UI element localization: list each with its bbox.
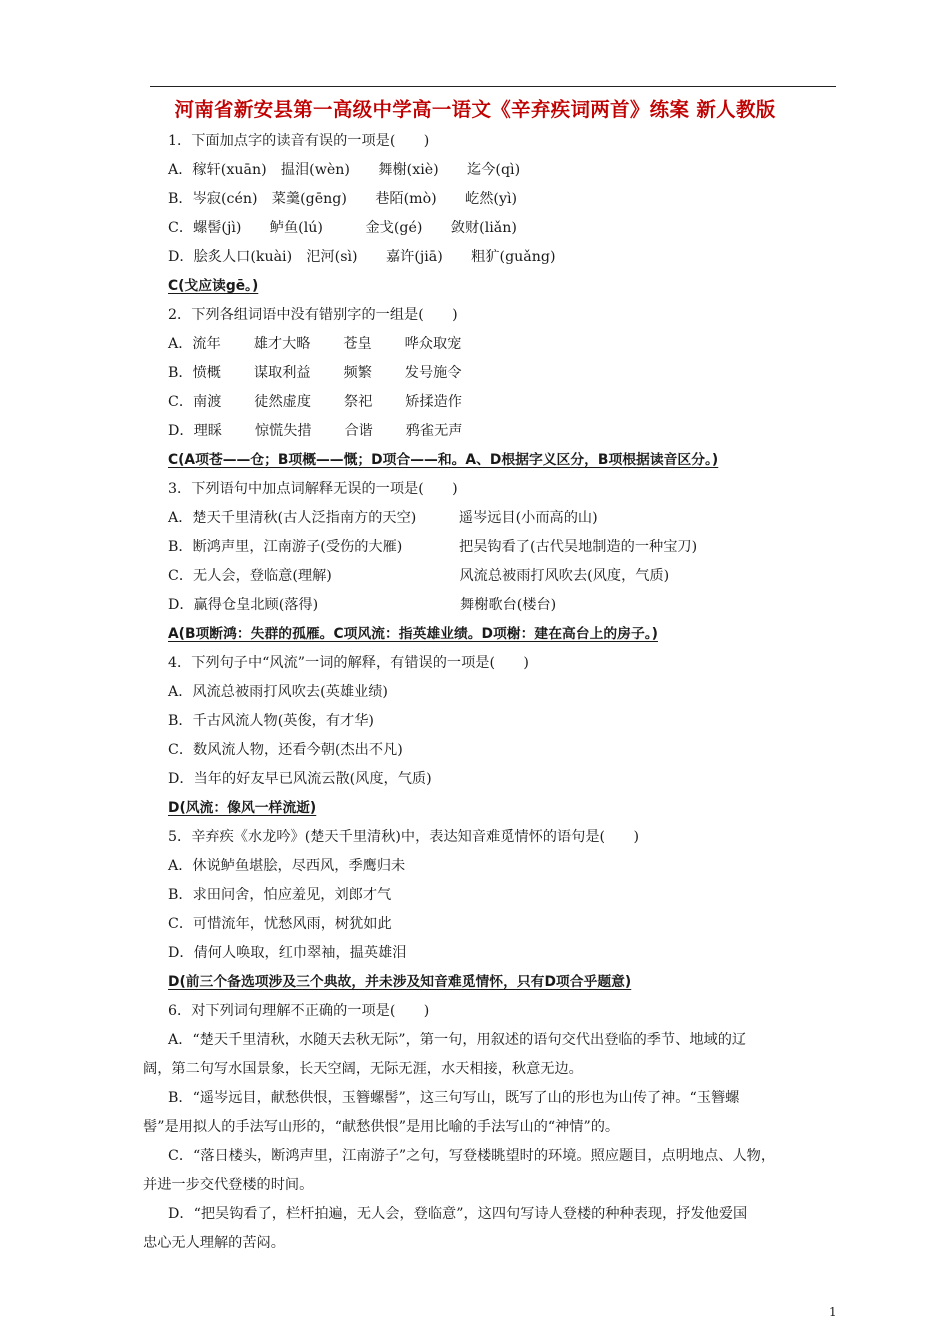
- answer-line: D(前三个备选项涉及三个典故，并未涉及知音难觅情怀，只有D项合乎题意): [168, 974, 632, 990]
- paragraph-continuation: 忠心无人理解的苦闷。: [143, 1235, 285, 1251]
- answer-line: C(A项苍——仓；B项概——慨；D项合——和。A、D根据字义区分，B项根据读音区分。): [168, 452, 719, 468]
- option-line: C．无人会，登临意(理解) 风流总被雨打风吹去(风度，气质): [168, 568, 670, 584]
- exercise-content: [143, 127, 836, 1258]
- header-rule: [150, 86, 836, 87]
- paragraph-line: B．“遥岑远目，献愁供恨，玉簪螺髻”，这三句写山，既写了山的形也为山传了神。“玉簪螺: [168, 1090, 740, 1106]
- option-line: C．数风流人物，还看今朝(杰出不凡): [168, 742, 403, 758]
- option-line: A．流年 雄才大略 苍皇 哗众取宠: [168, 336, 462, 352]
- question-line: 3．下列语句中加点词解释无误的一项是( ): [168, 481, 458, 497]
- option-line: A．楚天千里清秋(古人泛指南方的天空) 遥岑远目(小而高的山): [168, 510, 598, 526]
- option-line: B．岑寂(cén) 菜羹(gēng) 巷陌(mò) 屹然(yì): [168, 191, 518, 207]
- paragraph-line: C．“落日楼头，断鸿声里，江南游子”之句，写登楼眺望时的环境。照应题目，点明地点、人物，: [168, 1148, 776, 1164]
- option-line: D．理睬 惊慌失措 合谐 鸦雀无声: [168, 423, 463, 439]
- option-line: C．南渡 徒然虚度 祭祀 矫揉造作: [168, 394, 462, 410]
- paragraph-continuation: 并进一步交代登楼的时间。: [143, 1177, 314, 1193]
- question-line: 4．下列句子中“风流”一词的解释，有错误的一项是( ): [168, 655, 529, 671]
- question-line: 1．下面加点字的读音有误的一项是( ): [168, 133, 430, 149]
- option-line: A．稼轩(xuān) 揾泪(wèn) 舞榭(xiè) 迄今(qì): [168, 162, 521, 178]
- option-line: A．休说鲈鱼堪脍，尽西风，季鹰归未: [168, 858, 406, 874]
- option-line: B．求田问舍，怕应羞见，刘郎才气: [168, 887, 392, 903]
- option-line: D．当年的好友早已风流云散(风度，气质): [168, 771, 432, 787]
- option-line: B．千古风流人物(英俊，有才华): [168, 713, 374, 729]
- answer-line: C(戈应读gē。): [168, 278, 259, 294]
- option-line: D．脍炙人口(kuài) 汜河(sì) 嘉许(jiā) 粗犷(guǎng): [168, 249, 556, 265]
- page-number: 1: [829, 1305, 837, 1319]
- answer-line: A(B项断鸿：失群的孤雁。C项风流：指英雄业绩。D项榭：建在高台上的房子。): [168, 626, 658, 642]
- option-line: D．倩何人唤取，红巾翠袖，揾英雄泪: [168, 945, 407, 961]
- option-line: B．断鸿声里，江南游子(受伤的大雁) 把吴钩看了(古代吴地制造的一种宝刀): [168, 539, 698, 555]
- page-title: 河南省新安县第一高级中学高一语文《辛弃疾词两首》练案 新人教版: [174, 98, 776, 121]
- option-line: D．赢得仓皇北顾(落得) 舞榭歌台(楼台): [168, 597, 557, 613]
- answer-line: D(风流：像风一样流逝): [168, 800, 317, 816]
- paragraph-line: A．“楚天千里清秋，水随天去秋无际”，第一句，用叙述的语句交代出登临的季节、地域的辽: [168, 1032, 747, 1048]
- paragraph-continuation: 阔，第二句写水国景象，长天空阔，无际无涯，水天相接，秋意无边。: [143, 1061, 583, 1077]
- paragraph-continuation: 髻”是用拟人的手法写山形的，“献愁供恨”是用比喻的手法写山的“神情”的。: [143, 1119, 620, 1135]
- question-line: 6．对下列词句理解不正确的一项是( ): [168, 1003, 430, 1019]
- question-line: 5．辛弃疾《水龙吟》(楚天千里清秋)中，表达知音难觅情怀的语句是( ): [168, 829, 639, 845]
- option-line: C．可惜流年，忧愁风雨，树犹如此: [168, 916, 392, 932]
- option-line: B．愤概 谋取利益 频繁 发号施令: [168, 365, 462, 381]
- option-line: C．螺髻(jì) 鲈鱼(lú) 金戈(gé) 敛财(liǎn): [168, 220, 517, 236]
- paragraph-line: D．“把吴钩看了，栏杆拍遍，无人会，登临意”，这四句写诗人登楼的种种表现，抒发他爱国: [168, 1206, 748, 1222]
- option-line: A．风流总被雨打风吹去(英雄业绩): [168, 684, 388, 700]
- question-line: 2．下列各组词语中没有错别字的一组是( ): [168, 307, 458, 323]
